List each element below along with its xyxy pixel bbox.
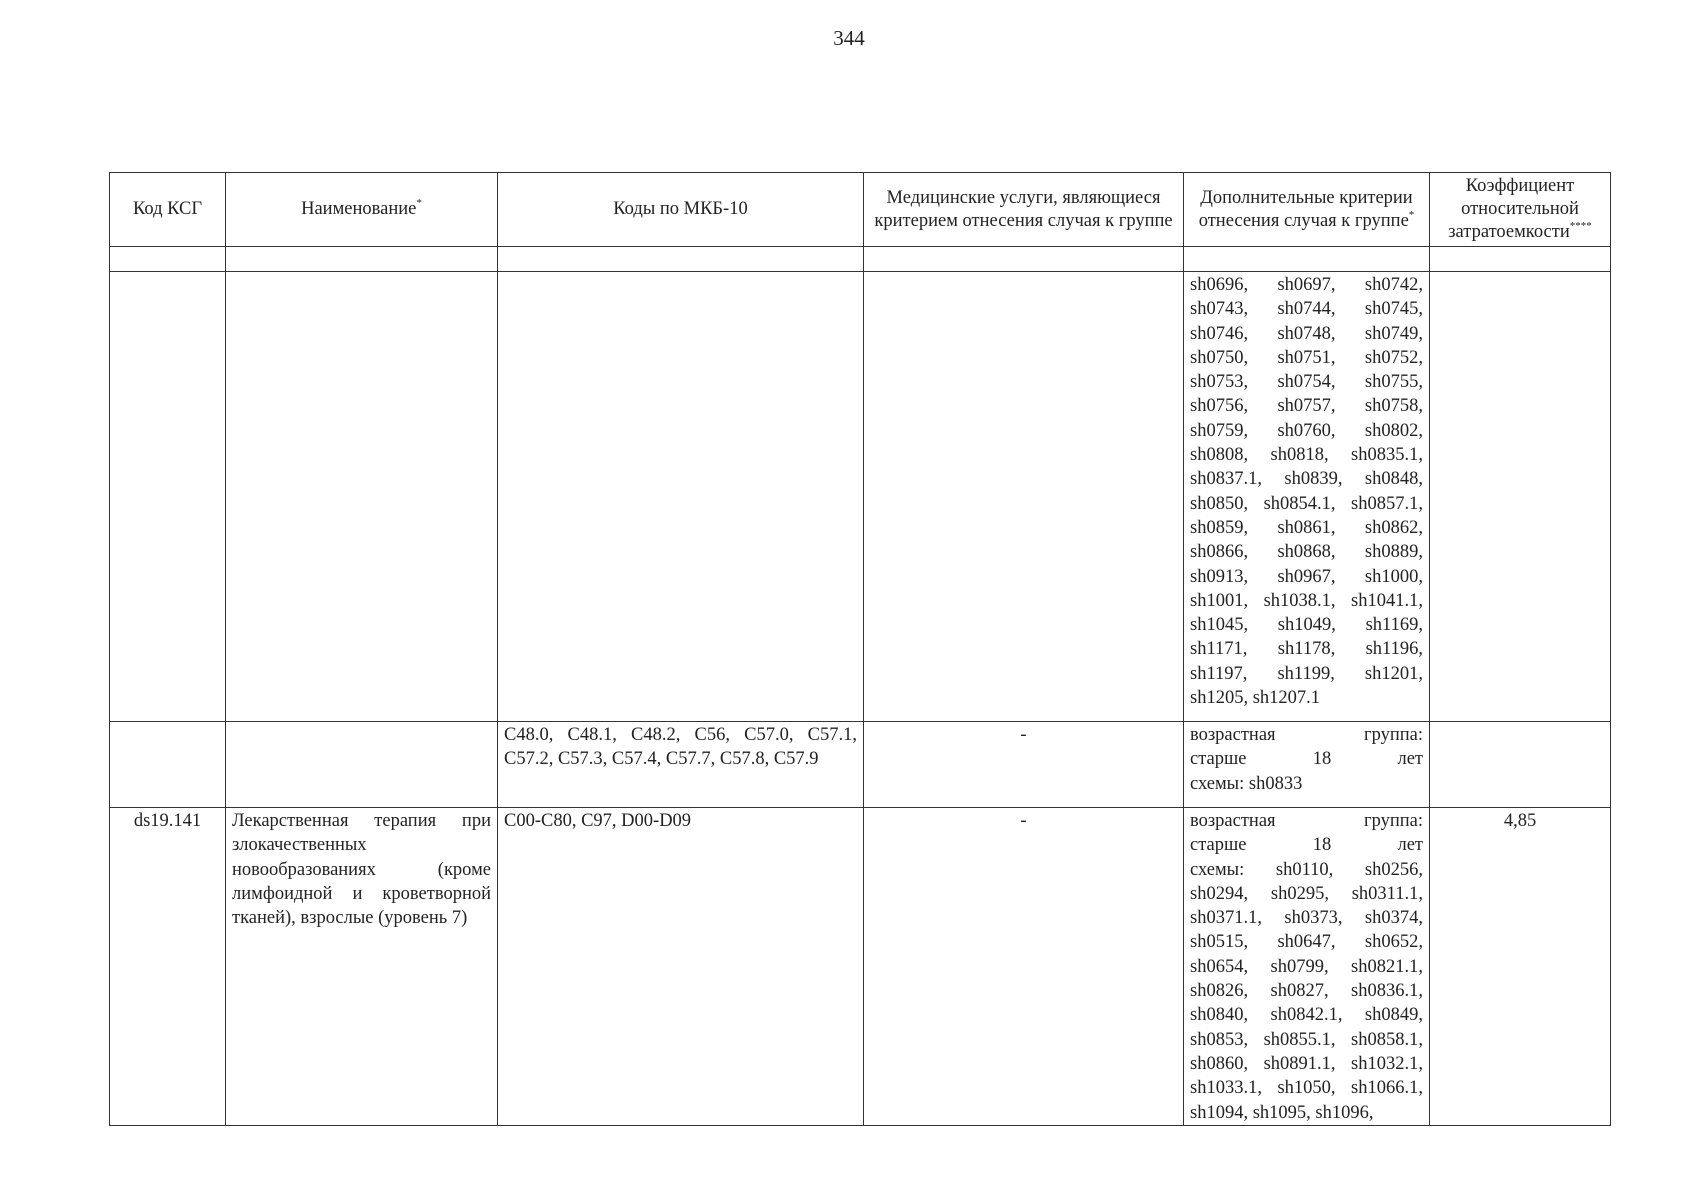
criteria-line: sh0808, sh0818, sh0835.1, <box>1190 445 1423 466</box>
cell-mkb <box>498 272 864 722</box>
cell-additional-criteria <box>1184 808 1430 1126</box>
criteria-line: sh0840, sh0842.1, sh0849, <box>1190 1005 1423 1026</box>
table-row <box>110 808 1611 1126</box>
criteria-line: sh0746, sh0748, sh0749, <box>1190 323 1423 344</box>
criteria-line: старше 18 лет <box>1190 749 1423 770</box>
criteria-line: sh0515, sh0647, sh0652, <box>1190 932 1423 953</box>
header-spacer-row <box>110 247 1611 272</box>
cell-code <box>110 272 226 722</box>
ksg-table <box>109 172 1611 1126</box>
cell-mkb: C00-C80, C97, D00-D09 <box>498 808 864 1126</box>
criteria-line: sh1001, sh1038.1, sh1041.1, <box>1190 590 1423 611</box>
criteria-line: sh0654, sh0799, sh0821.1, <box>1190 956 1423 977</box>
cell-name <box>226 722 498 808</box>
cell-medical-services <box>864 272 1184 722</box>
criteria-line: возрастная группа: <box>1190 811 1423 831</box>
header-code: Код КСГ <box>110 173 226 247</box>
criteria-line: возрастная группа: <box>1190 725 1423 745</box>
criteria-line: sh0696, sh0697, sh0742, <box>1190 275 1423 295</box>
criteria-line: sh1033.1, sh1050, sh1066.1, <box>1190 1078 1423 1099</box>
criteria-line: sh0853, sh0855.1, sh0858.1, <box>1190 1029 1423 1050</box>
footnote-mark: **** <box>1569 220 1592 232</box>
cell-coefficient: 4,85 <box>1430 808 1611 1126</box>
cell-coefficient <box>1430 722 1611 808</box>
header-mkb: Коды по МКБ-10 <box>498 173 864 247</box>
criteria-line: sh1205, sh1207.1 <box>1190 688 1321 709</box>
footnote-mark: * <box>1408 208 1415 221</box>
page-number: 344 <box>833 26 865 50</box>
criteria-line: sh0826, sh0827, sh0836.1, <box>1190 981 1423 1002</box>
criteria-line: sh0866, sh0868, sh0889, <box>1190 542 1423 563</box>
criteria-line: sh0759, sh0760, sh0802, <box>1190 420 1423 441</box>
criteria-line: sh0371.1, sh0373, sh0374, <box>1190 908 1423 929</box>
criteria-line: sh1197, sh1199, sh1201, <box>1190 663 1423 684</box>
criteria-line: sh1094, sh1095, sh1096, <box>1190 1102 1374 1123</box>
header-coefficient: Коэффициент относительной затратоемкости**** <box>1430 173 1611 247</box>
table-header <box>110 173 1611 272</box>
cell-code: ds19.141 <box>110 808 226 1126</box>
criteria-line: sh0294, sh0295, sh0311.1, <box>1190 883 1423 904</box>
criteria-line: старше 18 лет <box>1190 835 1423 856</box>
cell-medical-services: - <box>864 808 1184 1126</box>
criteria-line: sh0860, sh0891.1, sh1032.1, <box>1190 1053 1423 1074</box>
cell-medical-services: - <box>864 722 1184 808</box>
criteria-line: sh1171, sh1178, sh1196, <box>1190 639 1423 660</box>
criteria-line: sh0837.1, sh0839, sh0848, <box>1190 469 1423 490</box>
criteria-line: sh0753, sh0754, sh0755, <box>1190 372 1423 393</box>
criteria-line: sh0743, sh0744, sh0745, <box>1190 299 1423 320</box>
cell-coefficient <box>1430 272 1611 722</box>
cell-additional-criteria <box>1184 272 1430 722</box>
cell-additional-criteria <box>1184 722 1430 808</box>
cell-code <box>110 722 226 808</box>
cell-name <box>226 272 498 722</box>
criteria-line: sh1045, sh1049, sh1169, <box>1190 615 1423 636</box>
table-row <box>110 722 1611 808</box>
criteria-line: схемы: sh0833 <box>1190 773 1303 794</box>
cell-mkb: C48.0, C48.1, C48.2, C56, C57.0, C57.1, C57.2, C57.3, C57.4, C57.7, C57.8, C57.9 <box>498 722 864 808</box>
header-name: Наименование* <box>226 173 498 247</box>
footnote-mark: * <box>416 197 422 209</box>
criteria-line: sh0913, sh0967, sh1000, <box>1190 566 1423 587</box>
criteria-line: sh0859, sh0861, sh0862, <box>1190 517 1423 538</box>
criteria-line: sh0850, sh0854.1, sh0857.1, <box>1190 493 1423 514</box>
header-medical-services: Медицинские услуги, являющиеся критерием отнесения случая к группе <box>864 173 1184 247</box>
criteria-line: sh0756, sh0757, sh0758, <box>1190 396 1423 417</box>
table-row <box>110 272 1611 722</box>
criteria-line: sh0750, sh0751, sh0752, <box>1190 347 1423 368</box>
criteria-line: схемы: sh0110, sh0256, <box>1190 859 1423 880</box>
cell-name: Лекарственная терапия при злокачественных новообразованиях (кроме лимфоидной и кроветворной тканей), взрослые (уровень 7) <box>226 808 498 1126</box>
header-additional-criteria: Дополнительные критерии отнесения случая к группе* <box>1184 173 1430 247</box>
